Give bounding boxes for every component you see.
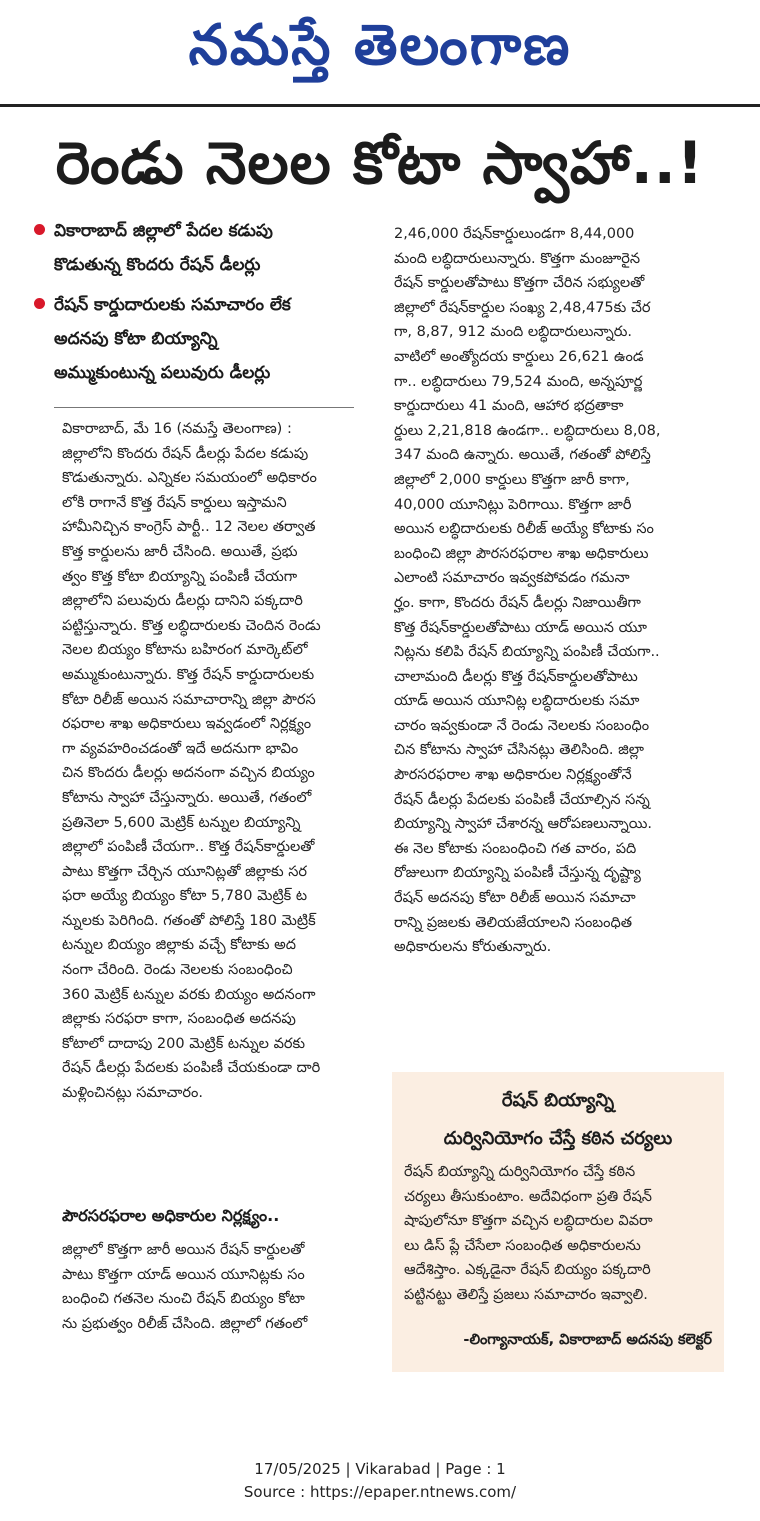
article-line: జిల్లాలో కొత్తగా జారీ అయిన రేషన్ కార్డులతో xyxy=(62,1242,305,1258)
article-line: మంది లబ్ధిదారులున్నారు. కొత్తగా మంజూరైన xyxy=(394,250,641,267)
article-line: గా, 8,87, 912 మంది లబ్ధిదారులున్నారు. xyxy=(394,324,632,341)
article-line: ర్హం. కాగా, కొందరు రేషన్ డీలర్లు నిజాయితీగా xyxy=(394,594,641,611)
article-line: త్వం కొత్త కోటా బియ్యాన్ని పంపిణీ చేయగా xyxy=(62,568,298,585)
red-bullet-icon xyxy=(34,224,45,235)
article-line: వికారాబాద్, మే 16 (నమస్తే తెలంగాణ) : xyxy=(62,421,292,437)
quote-box xyxy=(392,1072,724,1372)
article-line: 360 మెట్రిక్ టన్నుల వరకు బియ్యం అదనంగా xyxy=(62,986,316,1003)
article-line: కొత్త కార్డులను జారీ చేసింది. అయితే, ప్రభు xyxy=(62,543,298,560)
deck-line: వికారాబాద్ జిల్లాలో పేదల కడుపు xyxy=(54,221,273,241)
article-line: బంధించి జిల్లా పౌరసరఫరాల శాఖ అధికారులు xyxy=(394,545,649,562)
article-line: రఫరాల శాఖ అధికారులు ఇవ్వడంలో నిర్లక్ష్యం xyxy=(62,716,312,733)
deck-line: రేషన్ కార్డుదారులకు సమాచారం లేక xyxy=(54,295,291,315)
footer-source-line: Source : https://epaper.ntnews.com/ xyxy=(243,1483,517,1501)
article-line: లు డిస్ ప్లే చేసేలా సంబంధిత అధికారులను xyxy=(404,1237,641,1254)
article-line: అధికారులను కోరుతున్నారు. xyxy=(394,939,552,956)
article-line: ను ప్రభుత్వం రిలీజ్ చేసింది. జిల్లాలో గతంలో xyxy=(62,1315,308,1332)
article-line: వాటిలో అంత్యోదయ కార్డులు 26,621 ఉండ xyxy=(394,348,644,365)
red-bullet-icon xyxy=(34,298,45,309)
deck-bullet-2 xyxy=(28,288,358,390)
article-line: చారం ఇవ్వకుండా నే రెండు నెలలకు సంబంధిం xyxy=(394,717,650,734)
article-line: ర్డులు 2,21,818 ఉండగా.. లబ్ధిదారులు 8,08, xyxy=(394,422,661,439)
article-line: లోకి రాగానే కొత్త రేషన్ కార్డులు ఇస్తామని xyxy=(62,494,287,511)
article-line: జిల్లాలో 2,000 కార్డులు కొత్తగా జారీ కాగా, xyxy=(394,471,630,488)
article-line: కొడుతున్నారు. ఎన్నికల సమయంలో అధికారం xyxy=(62,470,317,487)
article-line: రేషన్ కార్డులతోపాటు కొత్తగా చేరిన సభ్యులతో xyxy=(394,275,645,292)
article-line: జిల్లాలో రేషన్‌కార్డుల సంఖ్య 2,48,475కు చేర xyxy=(394,299,651,316)
headline: రెండు నెలల కోటా స్వాహా..! xyxy=(55,129,705,197)
deck-line: కొడుతున్న కొందరు రేషన్ డీలర్లు xyxy=(54,255,261,275)
article-line: రేషన్ డీలర్లు పేదలకు పంపిణీ చేయకుండా దారి xyxy=(62,1060,321,1077)
article-line: నంగా చేరింది. రెండు నెలలకు సంబంధించి xyxy=(62,962,293,979)
article-line: 40,000 యూనిట్లు పెరిగాయి. కొత్తగా జారీ xyxy=(394,496,632,513)
article-left-column xyxy=(62,417,362,1106)
article-line: రేషన్ డీలర్లు పేదలకు పంపిణీ చేయాల్సిన సన్న xyxy=(394,791,650,808)
article-line: పౌరసరఫరాల శాఖ అధికారుల నిర్లక్ష్యంతోనే xyxy=(394,767,632,784)
article-line: కోటాలో దాదాపు 200 మెట్రిక్ టన్నుల వరకు xyxy=(62,1035,306,1052)
article-line: ప్రతినెలా 5,600 మెట్రిక్ టన్నుల బియ్యాన్ని xyxy=(62,814,301,831)
article-line: 2,46,000 రేషన్‌కార్డులుండగా 8,44,000 xyxy=(394,226,635,242)
article-line: పట్టిస్తున్నారు. కొత్త లబ్ధిదారులకు చెందిన రెండు xyxy=(62,617,321,634)
article-line: జిల్లాకు సరఫరా కాగా, సంబంధిత అదనపు xyxy=(62,1011,296,1028)
article-line: పాటు కొత్తగా చేర్చిన యూనిట్లతో జిల్లాకు సర xyxy=(62,863,307,880)
article-line: కొత్త రేషన్‌కార్డులతోపాటు యాడ్ అయిన యూ xyxy=(394,619,647,636)
footer-date-line: 17/05/2025 | Vikarabad | Page : 1 xyxy=(254,1460,506,1478)
article-line: పాటు కొత్తగా యాడ్ అయిన యూనిట్లకు సం xyxy=(62,1266,305,1283)
masthead-rule xyxy=(0,104,760,107)
article-line: మళ్లించినట్లు సమాచారం. xyxy=(62,1085,203,1102)
page-footer xyxy=(0,1458,760,1504)
article-line: అమ్ముకుంటున్నారు. కొత్త రేషన్ కార్డుదారులకు xyxy=(62,666,315,683)
article-line: జిల్లాలోని కొందరు రేషన్ డీలర్లు పేదల కడుపు xyxy=(62,445,309,462)
article-line: పట్టినట్టు తెలిస్తే ప్రజలు సమాచారం ఇవ్వాలి. xyxy=(404,1286,648,1303)
quote-box-title-line: దుర్వినియోగం చేస్తే కఠిన చర్యలు xyxy=(443,1128,673,1149)
article-line: బంధించి గతనెల నుంచి రేషన్ బియ్యం కోటా xyxy=(62,1291,305,1308)
deck-bullet-1 xyxy=(28,214,358,282)
deck-line: అదనపు కోటా బియ్యాన్ని xyxy=(54,329,218,349)
quote-box-title-line: రేషన్ బియ్యాన్ని xyxy=(501,1090,615,1111)
article-line: అయిన లబ్ధిదారులకు రిలీజ్ అయ్యే కోటాకు సం xyxy=(394,521,654,538)
article-line: యాడ్ అయిన యూనిట్ల లబ్ధిదారులకు సమా xyxy=(394,693,640,710)
article-line: చర్యలు తీసుకుంటాం. అదేవిధంగా ప్రతి రేషన్ xyxy=(404,1188,652,1205)
article-line: చిన కొందరు డీలర్లు అదనంగా వచ్చిన బియ్యం xyxy=(62,765,315,782)
quote-box-signature: -లింగ్యానాయక్, వికారాబాద్ అదనపు కలెక్టర్ xyxy=(463,1332,712,1348)
article-line: ఆదేశిస్తాం. ఎక్కడైనా రేషన్ బియ్యం పక్కదారి xyxy=(404,1262,651,1279)
article-line: చిన కోటాను స్వాహా చేసినట్లు తెలిసింది. జిల్లా xyxy=(394,742,644,759)
deck-bullets xyxy=(28,214,358,396)
article-line: కోటాను స్వాహా చేస్తున్నారు. అయితే, గతంలో xyxy=(62,789,312,806)
article-line: జిల్లాలోని పలువురు డీలర్లు దానిని పక్కదారి xyxy=(62,593,303,610)
article-line: కార్డుదారులు 41 మంది, ఆహార భద్రతాకా xyxy=(394,398,624,415)
article-left-column-continued xyxy=(62,1238,362,1336)
subheading: పౌరసరఫరాల అధికారుల నిర్లక్ష్యం.. xyxy=(62,1206,280,1225)
article-line: రేషన్ అదనపు కోటా రిలీజ్ అయిన సమాచా xyxy=(394,890,636,907)
article-line: 347 మంది ఉన్నారు. అయితే, గతంతో పోలిస్తే xyxy=(394,447,651,464)
article-line: ఫరా అయ్యే బియ్యం కోటా 5,780 మెట్రిక్ ట xyxy=(62,888,308,905)
article-line: నిట్లను కలిపి రేషన్ బియ్యాన్ని పంపిణీ చేయగా.. xyxy=(394,644,660,661)
quote-box-title xyxy=(392,1082,724,1158)
article-line: న్నులకు పెరిగింది. గతంతో పోలిస్తే 180 మెట్రిక్ xyxy=(62,912,316,929)
article-line: గా వ్యవహరించడంతో ఇదే అదనుగా భావిం xyxy=(62,740,299,757)
article-line: చాలామంది డీలర్లు కొత్త రేషన్‌కార్డులతోపాటు xyxy=(394,668,638,685)
article-line: ఎలాంటి సమాచారం ఇవ్వకపోవడం గమనా xyxy=(394,570,630,587)
article-line: బియ్యాన్ని స్వాహా చేశారన్న ఆరోపణలున్నాయి. xyxy=(394,816,652,833)
masthead-logo: నమస్తే తెలంగాణ xyxy=(188,13,572,78)
article-line: హామీనిచ్చిన కాంగ్రెస్ పార్టీ.. 12 నెలల తర్వాత xyxy=(62,519,316,536)
quote-box-body xyxy=(404,1160,714,1308)
article-line: రోజులుగా బియ్యాన్ని పంపిణీ చేస్తున్న దృష్ట్యా xyxy=(394,865,641,882)
deck-divider xyxy=(54,407,354,408)
article-line: గా.. లబ్ధిదారులు 79,524 మంది, అన్నపూర్ణ xyxy=(394,373,643,390)
article-line: కోటా రిలీజ్ అయిన సమాచారాన్ని జిల్లా పౌరస xyxy=(62,691,316,708)
article-right-column xyxy=(394,222,719,960)
article-line: జిల్లాలో పంపిణీ చేయగా.. కొత్త రేషన్‌కార్డులతో xyxy=(62,839,315,856)
article-line: రాన్ని ప్రజలకు తెలియజేయాలని సంబంధిత xyxy=(394,914,633,931)
deck-line: అమ్ముకుంటున్న పలువురు డీలర్లు xyxy=(54,363,271,383)
article-line: షాపులోనూ కొత్తగా వచ్చిన లబ్ధిదారుల వివరా xyxy=(404,1213,653,1230)
article-line: ఈ నెల కోటాకు సంబంధించి గత వారం, పది xyxy=(394,840,637,857)
article-line: రేషన్ బియ్యాన్ని దుర్వినియోగం చేస్తే కఠిన xyxy=(404,1164,636,1180)
article-line: నెలల బియ్యం కోటాను బహిరంగ మార్కెట్‌లో xyxy=(62,642,308,659)
article-line: టన్నుల బియ్యం జిల్లాకు వచ్చే కోటాకు అద xyxy=(62,937,296,954)
